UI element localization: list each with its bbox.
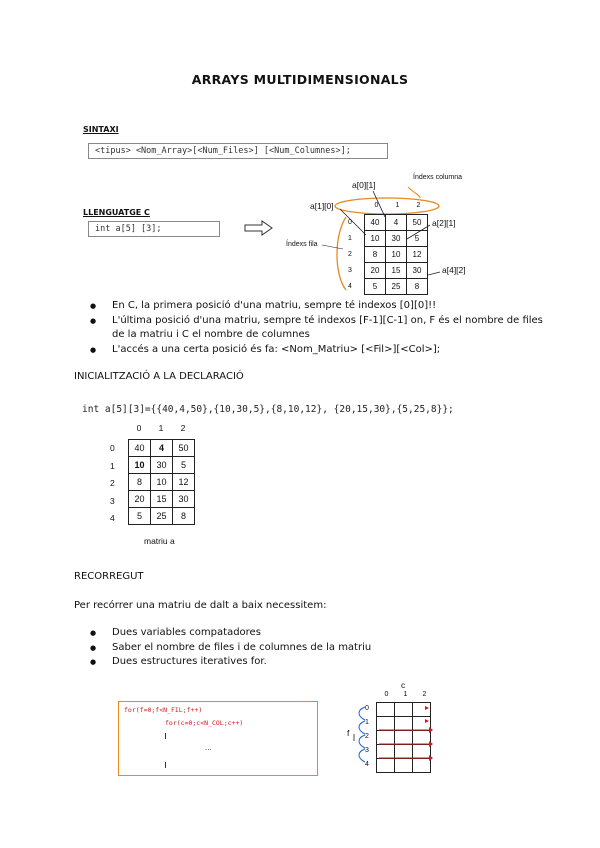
loop-code-bar [165,733,166,739]
table-cell: 30 [386,231,407,247]
table-cell: 50 [173,440,195,457]
diagram-col-headers [366,202,429,209]
table-cell: 30 [173,491,195,508]
traverse-heading: RECORREGUT [74,571,144,582]
list-item: ● En C, la primera posició d'una matriu, sempre té indexos [0][0]!! [82,299,552,314]
loop-row-header: 2 [365,733,369,740]
table-cell: 5 [407,231,428,247]
label-a21: a[2][1] [432,218,456,228]
language-code-box [88,221,220,237]
init-col-headers [128,423,194,433]
table-row [365,263,428,279]
list-item: ● Dues variables compatadores [82,626,552,641]
diagram-row-header: 1 [348,235,352,242]
table-row [365,279,428,295]
traverse-bullet-list [82,626,552,670]
table-cell: 10 [365,231,386,247]
loop-code-outer: for(f=0;f<N_FIL;f++) [124,706,203,714]
label-a42: a[4][2] [442,265,466,275]
language-heading: LLENGUATGE C [83,208,150,217]
table-cell: 12 [407,247,428,263]
row-step-arrow-icon [359,707,365,720]
loop-code-bar-end [165,762,166,768]
table-cell: 20 [365,263,386,279]
loop-row-var: f [347,728,350,738]
row-index-bracket [337,217,346,290]
table-cell: 25 [386,279,407,295]
init-row-header: 0 [110,443,115,453]
diagram-row-header: 2 [348,251,352,258]
table-cell: 8 [365,247,386,263]
table-cell: 50 [407,215,428,231]
table-cell: 10 [151,474,173,491]
diagram-row-headers [348,215,360,295]
table-cell: 15 [386,263,407,279]
init-heading: INICIALITZACIÓ A LA DECLARACIÓ [74,371,244,382]
loop-code-inner: for(c=0;c<N_COL;c++) [165,719,244,727]
table-cell: 8 [407,279,428,295]
row-step-arrow-icon [359,735,365,748]
table-cell: 40 [365,215,386,231]
traverse-intro: Per recórrer una matriu de dalt a baix necessitem: [74,600,327,611]
label-a10: a[1][0] [310,201,334,211]
init-row-header: 2 [110,478,115,488]
init-col-header: 1 [158,423,164,433]
table-cell: 12 [173,474,195,491]
table-cell: 30 [407,263,428,279]
init-matrix-table [128,439,195,525]
table-cell: 10 [129,457,151,474]
table-cell: 5 [129,508,151,525]
table-row [129,457,195,474]
table-row [365,215,428,231]
table-cell: 8 [129,474,151,491]
loop-col-headers [377,691,434,698]
table-cell: 15 [151,491,173,508]
diagram-row-header: 4 [348,283,352,290]
syntax-code: <tipus> <Nom_Array>[<Num_Files>] [<Num_Columnes>]; [95,146,351,156]
label-col-index: Índexs columna [413,174,463,181]
loop-arrows [345,700,445,775]
init-row-headers [110,440,122,528]
label-row-index: Índexs fila [286,241,318,248]
list-item: ● Saber el nombre de files i de columnes de la matriu [82,641,552,656]
table-cell: 5 [173,457,195,474]
init-col-header: 0 [136,423,142,433]
loop-code-box [118,701,318,776]
diagram-col-header: 2 [416,202,421,209]
loop-col-header: 1 [403,691,408,698]
list-item: ● L'última posició d'una matriu, sempre té indexos [F-1][C-1] on, F és el nombre de files de la matriu i C el nombre de columnes [82,314,552,343]
table-row [129,440,195,457]
implies-arrow-icon [244,220,274,236]
list-item: ● L'accés a una certa posició és fa: <Nom_Matriu> [<Fil>][<Col>]; [82,343,552,358]
loop-row-header: 4 [365,761,369,768]
table-cell: 8 [173,508,195,525]
diagram-annotations [280,165,580,295]
table-row [129,474,195,491]
table-cell: 5 [365,279,386,295]
table-cell: 25 [151,508,173,525]
diagram-row-header: 0 [348,219,352,226]
table-cell: 40 [129,440,151,457]
table-cell: 4 [151,440,173,457]
loop-col-header: 0 [384,691,389,698]
matrix-diagram [280,165,580,295]
table-row [365,231,428,247]
loop-col-header: 2 [422,691,427,698]
table-cell: 4 [386,215,407,231]
col-index-pointer [408,187,420,198]
loop-matrix [345,680,445,775]
table-row [129,508,195,525]
syntax-heading: SINTAXI [83,125,119,134]
loop-row-header: 3 [365,747,369,754]
label-a01: a[0][1] [352,180,376,190]
row-step-arrow-icon [359,721,365,734]
diagram-col-header: 1 [395,202,400,209]
page-title: ARRAYS MULTIDIMENSIONALS [191,72,409,87]
intro-bullet-list [82,299,552,357]
table-cell: 10 [386,247,407,263]
diagram-row-header: 3 [348,267,352,274]
diagram-matrix-table [364,214,428,295]
table-row [365,247,428,263]
init-matrix [110,423,220,553]
syntax-code-box [88,143,388,159]
row-step-arrow-icon [359,749,365,762]
init-matrix-caption: matriu a [144,536,175,546]
list-item: ● Dues estructures iteratives for. [82,655,552,670]
init-row-header: 1 [110,460,115,471]
init-col-header: 2 [180,423,186,433]
init-row-header: 4 [110,513,115,523]
table-row [129,491,195,508]
init-row-header: 3 [110,495,115,506]
diagram-col-header: 0 [374,202,379,209]
language-code: int a[5] [3]; [95,224,162,234]
loop-row-header: 0 [365,705,369,712]
table-cell: 30 [151,457,173,474]
loop-col-label: c [401,680,406,690]
loop-row-header: 1 [365,719,369,726]
loop-code-dots: ... [205,744,212,752]
table-cell: 20 [129,491,151,508]
init-code: int a[5][3]={{40,4,50},{10,30,5},{8,10,12}, {20,15,30},{5,25,8}}; [82,404,454,415]
